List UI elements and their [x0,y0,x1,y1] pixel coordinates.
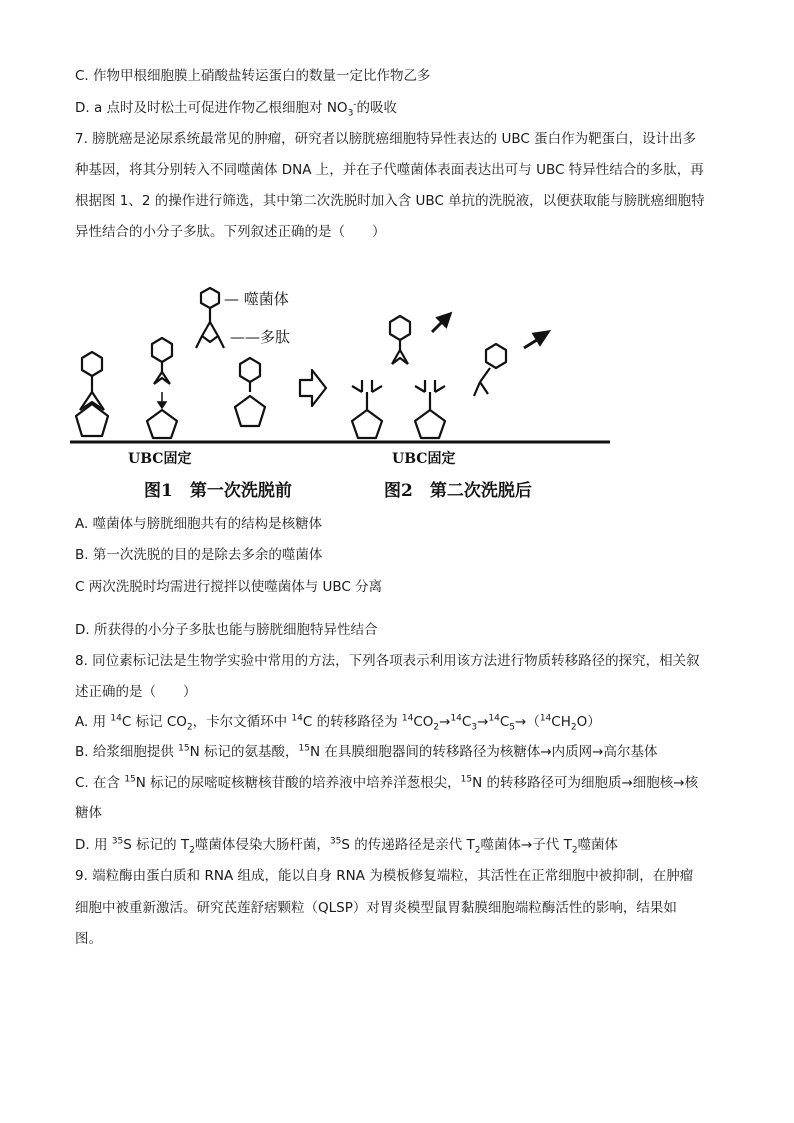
q7-line-2: 种基因，将其分别转入不同噬菌体 DNA 上，并在子代噬菌体表面表达出可与 UBC 特异性结合的多肽，再 [75,162,704,178]
ubc-label-right: UBC固定 [392,451,456,467]
q7-line-3: 根据图 1、2 的操作进行筛选，其中第二次洗脱时加入含 UBC 单抗的洗脱液，以便获取能与膀胱癌细胞特 [75,193,705,209]
q8-option-c-cont: 糖体 [75,805,102,821]
q8-option-c: C. 在含 $^{15}$N 标记的尿嘧啶核糖核苷酸的培养液中培养洋葱根尖，$^{15}$N 的转移路径可为细胞质→细胞核→核 [75,774,699,791]
q9-line-1: 9. 端粒酶由蛋白质和 RNA 组成，能以自身 RNA 为模板修复端粒，其活性在正常细胞中被抑制，在肿瘤 [75,868,694,884]
ubc-label-left: UBC固定 [128,451,192,467]
q9-line-3: 图。 [75,931,102,947]
q7-line-4: 异性结合的小分子多肽。下列叙述正确的是（ ） [75,224,386,240]
legend-phage-head [201,288,219,308]
legend-peptide [196,322,224,348]
q7-option-d: D. 所获得的小分子多肽也能与膀胱细胞特异性结合 [75,622,378,638]
legend-phage-label: — 噬菌体 [224,290,289,308]
option-d-prev: D. a 点时及时松土可促进作物乙根细胞对 $NO_3^-$的吸收 [75,99,398,119]
q9-line-2: 细胞中被重新激活。研究芪莲舒痞颗粒（QLSP）对胃炎模型鼠胃黏膜细胞端粒酶活性的影响，结果如 [75,900,677,916]
q8-option-b: B. 给浆细胞提供 $^{15}$N 标记的氨基酸，$^{15}$N 在具膜细胞器间的转移路径为核糖体→内质网→高尔基体 [75,743,658,760]
q7-option-a: A. 噬菌体与膀胱细胞共有的结构是核糖体 [75,516,323,532]
option-c-prev: C. 作物甲根细胞膜上硝酸盐转运蛋白的数量一定比作物乙多 [75,68,431,84]
caption-fig1: 图1 第一次洗脱前 [144,481,292,501]
q7-option-c: C 两次洗脱时均需进行搅拌以使噬菌体与 UBC 分离 [75,579,383,595]
phage-display-figure [62,270,622,510]
process-arrow [300,370,326,406]
q7-line-1: 7. 膀胱癌是泌尿系统最常见的肿瘤，研究者以膀胱癌细胞特异性表达的 UBC 蛋白作为靶蛋白，设计出多 [75,131,697,147]
q8-line-1: 8. 同位素标记法是生物学实验中常用的方法，下列各项表示利用该方法进行物质转移路径的探究，相关叙 [75,653,700,669]
q8-line-2: 述正确的是（ ） [75,684,197,700]
caption-fig2: 图2 第二次洗脱后 [384,481,532,501]
q8-option-a: A. 用 $^{14}$C 标记 $CO_2$，卡尔文循环中 $^{14}$C 的转移路径为 $^{14}CO_2\to^{14}C_3\to^{14}C_5\to(^{14}CH_2O)$ [75,713,601,733]
q7-option-b: B. 第一次洗脱的目的是除去多余的噬菌体 [75,547,323,563]
legend-peptide-label: ——多肽 [230,328,291,346]
q8-option-d: D. 用 $^{35}$S 标记的 $T_2$噬菌体侵染大肠杆菌，$^{35}$S 的传递路径是亲代 $T_2$噬菌体→子代 $T_2$噬菌体 [75,836,619,856]
